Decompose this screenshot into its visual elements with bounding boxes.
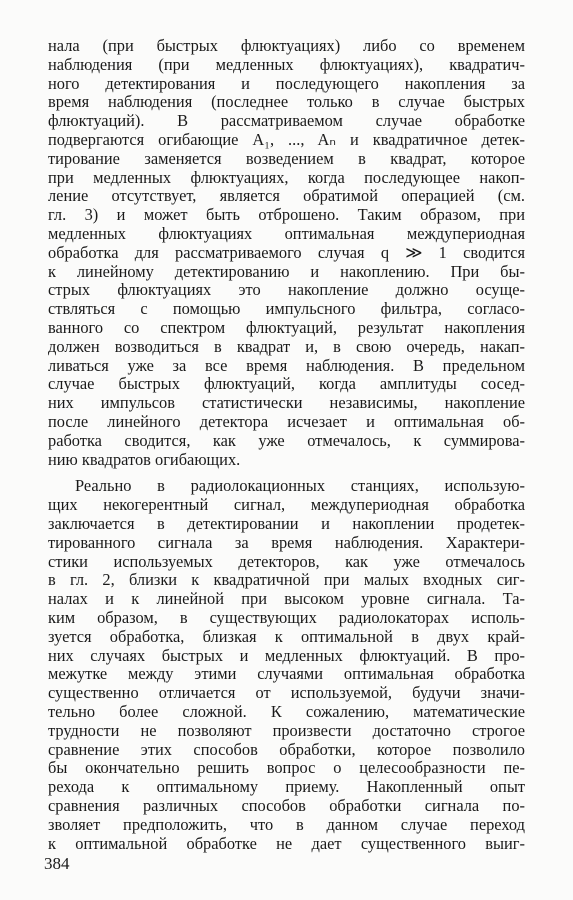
text-line: медленных флюктуациях оптимальная междупериодная bbox=[48, 224, 525, 243]
text-line: ванного со спектром флюктуаций, результат накопления bbox=[48, 318, 525, 337]
text-line: сравнение этих способов обработки, которое позволило bbox=[48, 739, 525, 759]
text-line: заключается в детектировании и накоплении продетек- bbox=[48, 514, 525, 533]
text-line: время наблюдения (последнее только в случае быстрых bbox=[48, 92, 525, 112]
text-line: должен возводиться в квадрат и, в свою очередь, накап- bbox=[48, 336, 525, 356]
text-line: к оптимальной обработке не дает существенного выиг- bbox=[48, 833, 525, 853]
text-line: сравнения различных способов обработки сигнала по- bbox=[48, 796, 525, 815]
text-line: межутке между этими случаями оптимальная обработка bbox=[48, 664, 525, 684]
text-line: при медленных флюктуациях, когда последующее накоп- bbox=[48, 167, 525, 187]
text-line: к линейному детектированию и накоплению. При бы- bbox=[48, 261, 525, 281]
text-line: существенно отличается от используемой, будучи значи- bbox=[48, 683, 525, 703]
text-line: обработка для рассматриваемого случая q ≫ 1 сводится bbox=[48, 242, 525, 262]
text-line: ление отсутствует, является обратимой операцией (см. bbox=[48, 186, 525, 206]
text-line: бы окончательно решить вопрос о целесообразности пе- bbox=[48, 758, 525, 778]
text-line: ким образом, в существующих радиолокаторах исполь- bbox=[48, 608, 525, 627]
text-line: в гл. 2, близки к квадратичной при малых входных сиг- bbox=[48, 570, 525, 590]
text-line: ного детектирования и последующего накопления за bbox=[48, 73, 525, 93]
text-line: зволяет предположить, что в данном случае переход bbox=[48, 814, 525, 834]
text-line: подвергаются огибающие A₁, ..., Aₙ и квадратичное детек- bbox=[48, 130, 525, 149]
text-line: нала (при быстрых флюктуациях) либо со временем bbox=[48, 36, 525, 55]
text-line: случае быстрых флюктуаций, когда амплитуды сосед- bbox=[48, 374, 525, 394]
page-number: 384 bbox=[44, 854, 70, 873]
text-line: гл. 3) и может быть отброшено. Таким образом, при bbox=[48, 205, 525, 225]
text-line: наблюдения (при медленных флюктуациях), квадратич- bbox=[48, 54, 525, 74]
text-line: налах и к линейной при высоком уровне сигнала. Та- bbox=[48, 589, 525, 609]
text-line: них случаях быстрых и медленных флюктуаций. В про- bbox=[48, 645, 525, 665]
text-line: флюктуаций). В рассматриваемом случае обработке bbox=[48, 111, 525, 131]
text-line: тельно более сложной. К сожалению, математические bbox=[48, 702, 525, 721]
text-line: зуется обработка, близкая к оптимальной в двух край- bbox=[48, 626, 525, 646]
text-line: щих некогерентный сигнал, междупериодная обработка bbox=[48, 495, 525, 515]
text-line: тирование заменяется возведением в квадрат, которое bbox=[48, 148, 525, 168]
text-line: Реально в радиолокационных станциях, использую- bbox=[75, 476, 525, 496]
text-line: стики используемых детекторов, как уже отмечалось bbox=[48, 551, 525, 571]
text-line: после линейного детектора исчезает и оптимальная об- bbox=[48, 412, 525, 431]
text-line: ствляться с помощью импульсного фильтра, согласо- bbox=[48, 299, 525, 319]
text-line: ливаться уже за все время наблюдения. В предельном bbox=[48, 355, 525, 375]
text-line: трудности не позволяют произвести достаточно строгое bbox=[48, 720, 525, 740]
text-line: тированного сигнала за время наблюдения. Характери- bbox=[48, 532, 525, 552]
text-line: рехода к оптимальному приему. Накопленный опыт bbox=[48, 777, 525, 797]
text-line: стрых флюктуациях это накопление должно осуще- bbox=[48, 280, 525, 300]
text-line: них импульсов статистически независимы, накопление bbox=[48, 393, 525, 413]
text-line: нию квадратов огибающих. bbox=[48, 449, 241, 469]
text-line: работка сводится, как уже отмечалось, к суммирова- bbox=[48, 430, 525, 450]
